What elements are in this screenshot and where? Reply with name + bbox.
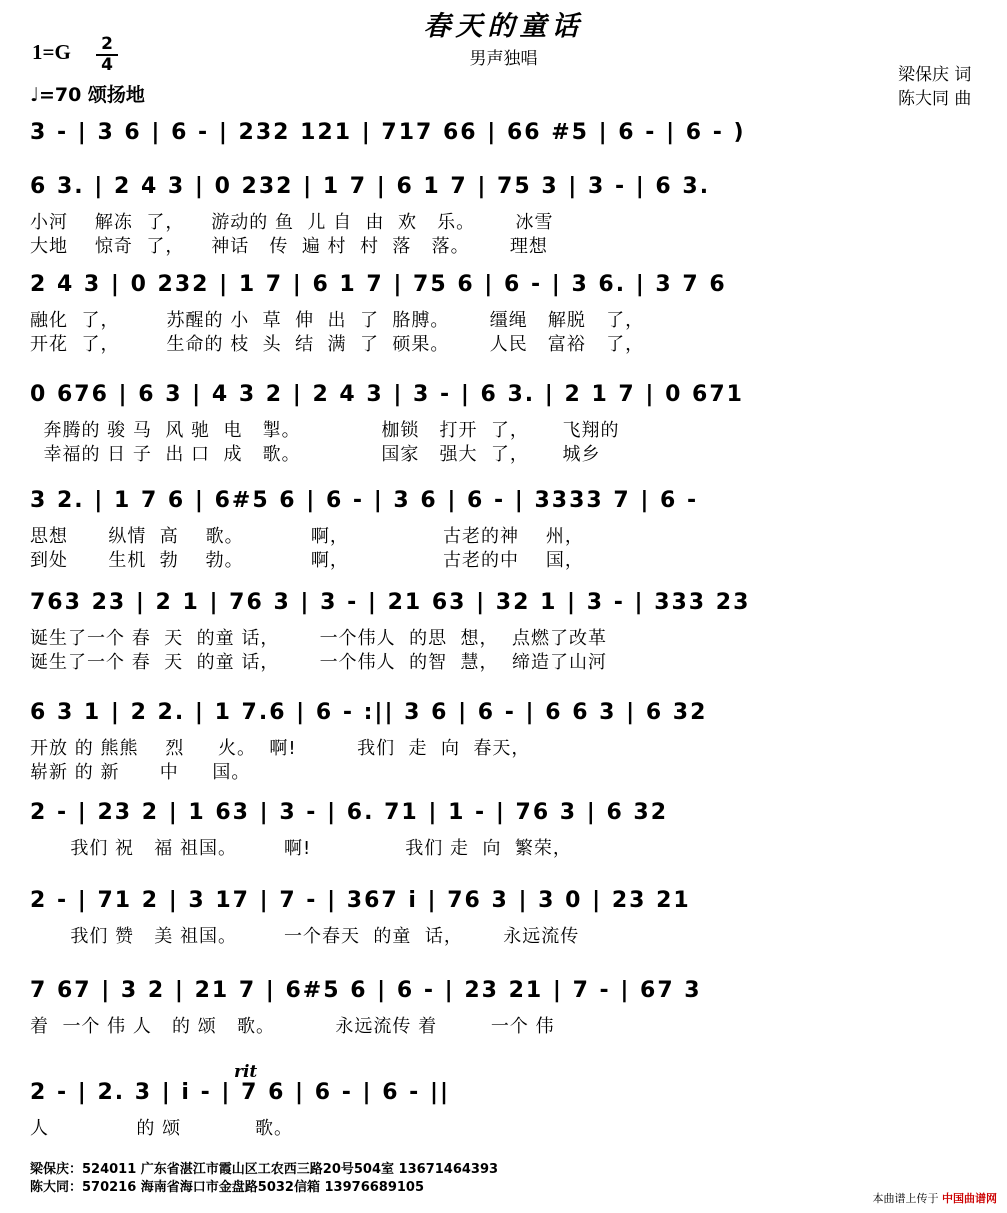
- song-title: 春天的童话: [423, 11, 584, 42]
- contact-composer: 陈大同：570216 海南省海口市金盘路5032信箱 13976689105: [30, 1180, 425, 1195]
- notation-row: [0, 120, 1007, 154]
- notation-row: [0, 272, 1007, 306]
- lyrics-verse-2: 大地 惊奇 了， 神话 传 遍 村 村 落 落。 理想: [30, 236, 548, 257]
- notation-row: [0, 888, 1007, 922]
- footer-brand-logo: 中国曲谱网: [942, 1192, 997, 1205]
- notation-text: 2 - | 2. 3 | i - | 7 6 | 6 - | 6 - ||: [30, 1080, 451, 1105]
- lyrics-verse-1: 着 一个 伟 人 的 颂 歌。 永远流传 着 一个 伟: [30, 1016, 555, 1037]
- notation-row: [0, 382, 1007, 416]
- time-sig-bottom: 4: [101, 55, 113, 75]
- lyrics-verse-1: 融化 了， 苏醒的 小 草 伸 出 了 胳膊。 缰绳 解脱 了，: [30, 310, 645, 331]
- lyrics-verse-1: 我们 祝 福 祖国。 啊! 我们 走 向 繁荣，: [30, 838, 572, 859]
- ritardando-marking: rit: [234, 1062, 258, 1082]
- lyrics-verse-1: 诞生了一个 春 天 的童 话， 一个伟人 的思 想， 点燃了改革: [30, 628, 607, 649]
- notation-text: 2 - | 71 2 | 3 17 | 7 - | 367 i | 76 3 | 3 0 | 23 21: [30, 888, 691, 913]
- lyrics-verse-2: 诞生了一个 春 天 的童 话， 一个伟人 的智 慧， 缔造了山河: [30, 652, 607, 673]
- time-signature: [96, 36, 118, 74]
- lyrics-verse-1: 思想 纵情 高 歌。 啊， 古老的神 州，: [30, 526, 584, 547]
- notation-text: 763 23 | 2 1 | 76 3 | 3 - | 21 63 | 32 1 | 3 - | 333 23: [30, 590, 751, 615]
- notation-row: [0, 800, 1007, 834]
- notation-row: [0, 488, 1007, 522]
- tempo-marking: ♩=70 颂扬地: [30, 84, 145, 106]
- key-signature: 1=G: [32, 40, 71, 64]
- footer-credit: [873, 1190, 998, 1206]
- notation-row: [0, 174, 1007, 208]
- lyrics-verse-1: 人 的 颂 歌。: [30, 1118, 294, 1139]
- lyrics-verse-2: 幸福的 日 子 出 口 成 歌。 国家 强大 了， 城乡: [30, 444, 601, 465]
- contact-lyricist: 梁保庆：524011 广东省湛江市霞山区工农西三路20号504室 13671464393: [30, 1162, 499, 1177]
- notation-text: 6 3. | 2 4 3 | 0 232 | 1 7 | 6 1 7 | 75 3 | 3 - | 6 3.: [30, 174, 711, 199]
- lyricist-credit: 梁保庆 词: [898, 65, 972, 85]
- notation-text: 2 - | 23 2 | 1 63 | 3 - | 6. 71 | 1 - | 76 3 | 6 32: [30, 800, 669, 825]
- notation-row: [0, 978, 1007, 1012]
- time-sig-top: 2: [101, 34, 113, 54]
- footer-uploaded-text: 本曲谱上传于: [872, 1192, 939, 1205]
- notation-text: 2 4 3 | 0 232 | 1 7 | 6 1 7 | 75 6 | 6 - | 3 6. | 3 7 6: [30, 272, 727, 297]
- lyrics-verse-1: 小河 解冻 了， 游动的 鱼 儿 自 由 欢 乐。 冰雪: [30, 212, 554, 233]
- notation-row: [0, 590, 1007, 624]
- lyrics-verse-2: 崭新 的 新 中 国。: [30, 762, 251, 783]
- notation-text: 6 3 1 | 2 2. | 1 7.6 | 6 - :|| 3 6 | 6 - | 6 6 3 | 6 32: [30, 700, 708, 725]
- notation-text: 3 2. | 1 7 6 | 6#5 6 | 6 - | 3 6 | 6 - | 3333 7 | 6 -: [30, 488, 699, 513]
- lyrics-verse-1: 奔腾的 骏 马 风 驰 电 掣。 枷锁 打开 了， 飞翔的: [30, 420, 620, 441]
- notation-text: 0 676 | 6 3 | 4 3 2 | 2 4 3 | 3 - | 6 3. | 2 1 7 | 0 671: [30, 382, 744, 407]
- song-subtitle: 男声独唱: [469, 49, 538, 69]
- lyrics-verse-1: 开放 的 熊熊 烈 火。 啊! 我们 走 向 春天，: [30, 738, 531, 759]
- notation-text: 3 - | 3 6 | 6 - | 232 121 | 717 66 | 66 #5 | 6 - | 6 - ): [30, 120, 746, 145]
- notation-row: [0, 700, 1007, 734]
- lyrics-verse-1: 我们 赞 美 祖国。 一个春天 的童 话， 永远流传: [30, 926, 580, 947]
- lyrics-verse-2: 开花 了， 生命的 枝 头 结 满 了 硕果。 人民 富裕 了，: [30, 334, 645, 355]
- lyrics-verse-2: 到处 生机 勃 勃。 啊， 古老的中 国，: [30, 550, 584, 571]
- notation-row: [0, 1080, 1007, 1114]
- notation-text: 7 67 | 3 2 | 21 7 | 6#5 6 | 6 - | 23 21 | 7 - | 67 3: [30, 978, 702, 1003]
- composer-credit: 陈大同 曲: [898, 89, 972, 109]
